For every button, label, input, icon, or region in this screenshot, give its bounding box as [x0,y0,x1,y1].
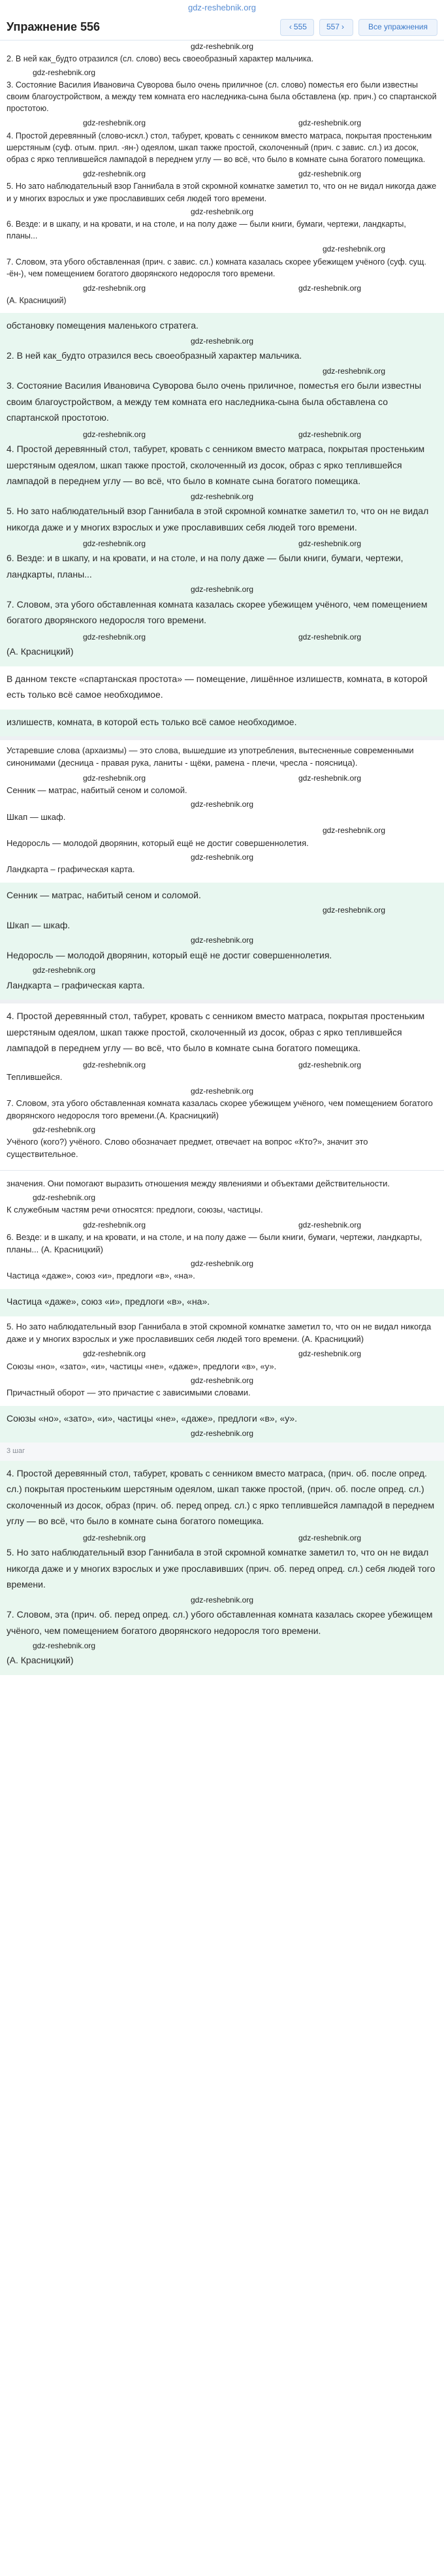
answer-image-9 [0,1316,444,1406]
watermark: gdz-reshebnik.org [298,1349,362,1359]
watermark-row [7,632,437,642]
watermark: gdz-reshebnik.org [298,1060,362,1069]
text-line: 6. Везде: и в шкапу, и на кровати, и на столе, и на полу даже — были книги, бумаги, чертежи, ландкарты, планы... [7,220,406,241]
text-line: Ландкарта – графическая карта. [7,864,135,874]
watermark: gdz-reshebnik.org [190,800,254,809]
watermark: gdz-reshebnik.org [82,1533,146,1542]
text-line: 2. В ней как_будто отразился (сл. слово) весь своеобразный характер мальчика. [7,54,314,64]
divider [0,1170,444,1171]
text-line: Сенник — матрас, набитый сеном и соломой. [7,785,187,796]
answer-image-8 [0,1289,444,1316]
all-exercises-button[interactable]: Все упражнения [358,19,437,36]
text-line: 6. Везде: и в шкапу, и на кровати, и на столе, и на полу даже — были книги, бумаги, чертежи, ландкарты, планы... (А. Красницкий) [7,1232,422,1255]
watermark: gdz-reshebnik.org [190,1086,254,1096]
text-line: 4. Простой деревянный стол, табурет, кровать с сенником вместо матраса, покрытая простеньким шерстяным одеялом, шкап также простой, сколоченный из досок, образ с ярко теплившейся лампадой в переднем углу — во всё, что было в комнате сына богатого помещика. [7,444,425,487]
watermark-row [7,1220,437,1230]
text-line: Учёного (кого?) учёного. Слово обозначает предмет, отвечает на вопрос «Кто?», значит это существительное. [7,1137,368,1160]
watermark: gdz-reshebnik.org [82,118,146,128]
watermark: gdz-reshebnik.org [190,336,254,346]
watermark: gdz-reshebnik.org [82,1220,146,1230]
text-line: 5. Но зато наблюдательный взор Ганнибала в этой скромной комнатке заметил то, что он не видал никогда даже и у многих взрослых и уже прославивших себя людей того времени. [7,182,437,203]
watermark: gdz-reshebnik.org [322,826,385,836]
text-line: 7. Словом, эта убого обставленная комната казалась скорее убежищем учёного, чем помещением богатого дворянского недоросля того времени.(А. Красницкий) [7,1098,433,1120]
text-line: 4. Простой деревянный стол, табурет, кровать с сенником вместо матраса, покрытая простеньким шерстяным одеялом, шкап также простой, сколоченный из досок, образ с ярко теплившейся лампадой в переднем углу — во всё, что было в комнате сына богатого помещика. [7,1011,425,1054]
text-line: 2. В ней как_будто отразился весь своеобразный характер мальчика. [7,350,302,361]
text-line: Частица «даже», союз «и», предлоги «в», «на». [7,1271,195,1281]
watermark: gdz-reshebnik.org [298,283,362,293]
chevron-left-icon: ‹ [289,22,292,31]
text-line: Теплившейся. [7,1071,63,1082]
watermark: gdz-reshebnik.org [190,42,254,51]
text-line: 4. Простой деревянный (слово-искл.) стол, табурет, кровать с сенником вместо матраса, покрытая простеньким шерстяным (суф. отым. прил. -ян-) одеялом, шкап также простой, сколоченный (прич. с завис. сл.) из досок, образ с ярко теплившейся лампадой в переднем углу — во всё, что было в комнате сына богатого помещика. [7,131,432,164]
watermark: gdz-reshebnik.org [33,966,96,975]
watermark: gdz-reshebnik.org [33,1192,96,1202]
watermark-row [7,284,437,293]
prev-exercise-label: 555 [293,22,307,31]
text-line: 4. Простой деревянный стол, табурет, кровать с сенником вместо матраса, (прич. об. после опред. сл.) покрытая простеньким шерстяным одеялом, шкап также простой, (прич. об. после опред. сл.) сколоченный из досок, образ (прич. об. перед опред. сл.) с ярко теплившейся лампадой в переднем углу — во всё, что было в комнате сына богатого помещика. [7,1467,435,1527]
answer-image-5 [0,883,444,1000]
text-line: Шкап — шкаф. [7,811,66,822]
text-line: Недоросль — молодой дворянин, который ещё не достиг совершеннолетия. [7,838,309,848]
text-line: Недоросль — молодой дворянин, который ещё не достиг совершеннолетия. [7,949,332,960]
watermark: gdz-reshebnik.org [190,852,254,862]
answer-image-4 [0,736,444,883]
text-line: 5. Но зато наблюдательный взор Ганнибала в этой скромной комнатке заметил то, что он не видал никогда даже и у многих взрослых и уже прославивших себя людей того времени. (А. Красницкий) [7,1321,432,1344]
watermark: gdz-reshebnik.org [82,632,146,642]
watermark: gdz-reshebnik.org [190,585,254,595]
exercise-header [0,14,444,41]
text-line: Причастный оборот — это причастие с зависимыми словами. [7,1388,251,1398]
watermark-row [7,774,437,783]
text-line: 7. Словом, эта (прич. об. перед опред. сл.) убого обставленная комната казалась скорее убежищем учёного, чем помещением богатого дворянского недоросля того времени. [7,1609,433,1636]
text-line: 7. Словом, эта убого обставленная (прич. с завис. сл.) комната казалась скорее убежищем учёного (суф. сущ. -ён-), чем помещением богатого дворянского недоросля того времени. [7,257,426,278]
watermark: gdz-reshebnik.org [322,905,385,915]
watermark: gdz-reshebnik.org [33,1641,96,1651]
watermark: gdz-reshebnik.org [82,773,146,783]
text-line: Союзы «но», «зато», «и», частицы «не», «даже», предлоги «в», «у». [7,1361,277,1371]
watermark: gdz-reshebnik.org [82,283,146,293]
text-line: 5. Но зато наблюдательный взор Ганнибала в этой скромной комнатке заметил то, что он не видал никогда даже и у многих взрослых и уже прославивших себя людей того времени. [7,506,429,532]
answer-image-6 [0,1000,444,1167]
text-line: (А. Красницкий) [7,646,74,657]
watermark-row [7,539,437,548]
watermark: gdz-reshebnik.org [322,244,385,254]
step-label: 3 шаг [0,1443,444,1461]
text-line: излишеств, комната, в которой есть только всё самое необходимое. [7,716,297,727]
text-line: 7. Словом, эта убого обставленная комната казалась скорее убежищем учёного, чем помещением богатого дворянского недоросля того времени. [7,598,428,626]
answer-image-3 [0,666,444,709]
watermark: gdz-reshebnik.org [82,539,146,549]
text-line: Союзы «но», «зато», «и», частицы «не», «даже», предлоги «в», «у». [7,1412,298,1424]
chevron-right-icon: › [341,22,344,31]
text-line: В данном тексте «спартанская простота» — помещение, лишённое излишеств, комната, в которой есть только всё самое необходимое. [7,673,428,700]
prev-exercise-button[interactable] [280,19,314,36]
watermark: gdz-reshebnik.org [298,539,362,549]
site-top-link[interactable]: gdz-reshebnik.org [187,3,257,12]
watermark: gdz-reshebnik.org [298,1533,362,1542]
text-line: (А. Красницкий) [7,296,67,306]
text-line: К служебным частям речи относятся: предлоги, союзы, частицы. [7,1205,263,1215]
answer-image-7 [0,1173,444,1289]
watermark: gdz-reshebnik.org [190,1429,254,1439]
watermark-row [7,1349,437,1358]
text-line: Шкап — шкаф. [7,919,71,930]
watermark: gdz-reshebnik.org [190,491,254,501]
watermark-row [7,118,437,127]
watermark: gdz-reshebnik.org [82,429,146,439]
watermark: gdz-reshebnik.org [82,1060,146,1069]
watermark: gdz-reshebnik.org [190,936,254,945]
watermark: gdz-reshebnik.org [298,118,362,128]
watermark: gdz-reshebnik.org [190,206,254,216]
text-line: (А. Красницкий) [7,1655,74,1666]
answer-image-1 [0,41,444,313]
watermark-row [7,169,437,178]
text-line: обстановку помещения маленького стратега. [7,320,198,331]
watermark: gdz-reshebnik.org [298,773,362,783]
watermark: gdz-reshebnik.org [82,1349,146,1359]
watermark: gdz-reshebnik.org [190,1375,254,1385]
watermark: gdz-reshebnik.org [33,1124,96,1134]
text-line: значения. Они помогают выразить отношения между явлениями и объектами действительности. [7,1178,390,1188]
text-line: 5. Но зато наблюдательный взор Ганнибала в этой скромной комнатке заметил то, что он не видал никогда даже и у многих взрослых и уже прославивших (прич. об. перед опред. сл.) себя людей того времени. [7,1547,436,1590]
watermark: gdz-reshebnik.org [298,632,362,642]
watermark: gdz-reshebnik.org [190,1259,254,1269]
page-title: Упражнение 556 [7,20,101,34]
watermark: gdz-reshebnik.org [33,67,96,77]
watermark-row [7,430,437,439]
next-exercise-label: 557 [326,22,340,31]
watermark: gdz-reshebnik.org [190,1595,254,1605]
watermark-row [7,1533,437,1542]
next-exercise-button[interactable] [319,19,353,36]
answer-image-10 [0,1406,444,1443]
text-line: Устаревшие слова (архаизмы) — это слова, вышедшие из употребления, вытесненные современными синонимами (десница - правая рука, ланиты - щёки, рамена - плечи, чресла - поясница). [7,745,414,768]
text-line: 6. Везде: и в шкапу, и на кровати, и на столе, и на полу даже — были книги, бумаги, чертежи, ландкарты, планы... [7,553,404,579]
watermark: gdz-reshebnik.org [298,169,362,179]
watermark: gdz-reshebnik.org [298,1220,362,1230]
text-line: Ландкарта – графическая карта. [7,979,145,990]
watermark-row [7,1060,437,1069]
text-line: 3. Состояние Василия Ивановича Суворова было очень приличное (сл. слово) поместья его были известны своим благоустройством, а между тем комната его наследника-сына была обставлена (кр. прич.) со спартанской простотою. [7,80,437,114]
text-line: 3. Состояние Василия Ивановича Суворова было очень приличное, поместья его были известны своим благоустройством, а между тем комната его наследника-сына была обставлена со спартанской простотою. [7,380,422,423]
text-line: Сенник — матрас, набитый сеном и соломой. [7,889,201,900]
answer-image-2 [0,313,444,666]
text-line: Частица «даже», союз «и», предлоги «в», «на». [7,1296,210,1307]
answer-image-11 [0,1461,444,1675]
watermark: gdz-reshebnik.org [322,366,385,376]
answer-image-3b [0,709,444,737]
watermark: gdz-reshebnik.org [298,429,362,439]
watermark: gdz-reshebnik.org [82,169,146,179]
